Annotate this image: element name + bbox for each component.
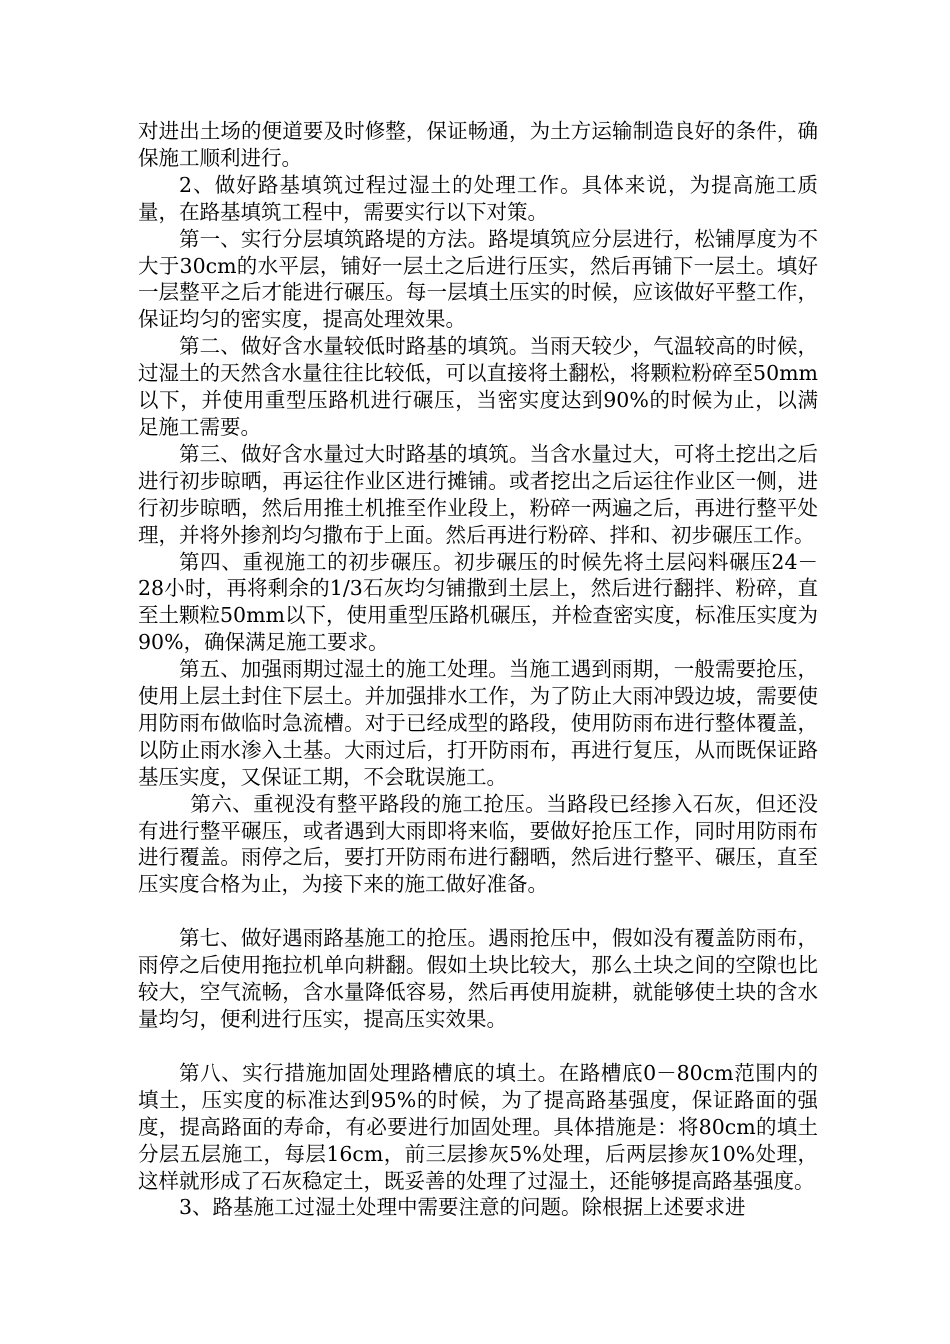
- paragraph-seventh: 第七、做好遇雨路基施工的抢压。遇雨抢压中，假如没有覆盖防雨布，雨停之后使用拖拉机单向耕翻。假如土块比较大，那么土块之间的空隙也比较大，空气流畅，含水量降低容易，然后再使用旋耕，就能够使土块的含水量均匀，便利进行压实，提高压实效果。: [138, 926, 818, 1031]
- paragraph-third: 第三、做好含水量过大时路基的填筑。当含水量过大，可将土挖出之后进行初步晾晒，再运往作业区进行摊铺。或者挖出之后运往作业区一侧，进行初步晾晒，然后用推土机推至作业段上，粉碎一两遍之后，再进行整平处理，并将外掺剂均匀撒布于上面。然后再进行粉碎、拌和、初步碾压工作。: [138, 441, 818, 547]
- paragraph-fourth: 第四、重视施工的初步碾压。初步碾压的时候先将土层闷料碾压24－28小时，再将剩余的1/3石灰均匀铺撒到土层上，然后进行翻拌、粉碎，直至土颗粒50mm以下，使用重型压路机碾压，并检查密实度，标准压实度为90%，确保满足施工要求。: [138, 549, 818, 655]
- paragraph-section-3: 3、路基施工过湿土处理中需要注意的问题。除根据上述要求进: [179, 1195, 746, 1220]
- paragraph-first: 第一、实行分层填筑路堤的方法。路堤填筑应分层进行，松铺厚度为不大于30cm的水平层，铺好一层土之后进行压实，然后再铺下一层土。填好一层整平之后才能进行碾压。每一层填土压实的时候，应该做好平整工作，保证均匀的密实度，提高处理效果。: [138, 226, 818, 332]
- paragraph-section-2: 2、做好路基填筑过程过湿土的处理工作。具体来说，为提高施工质量，在路基填筑工程中，需要实行以下对策。: [138, 172, 818, 224]
- paragraph-second: 第二、做好含水量较低时路基的填筑。当雨天较少，气温较高的时候，过湿土的天然含水量往往比较低，可以直接将土翻松，将颗粒粉碎至50mm以下，并使用重型压路机进行碾压，当密实度达到90%的时候为止，以满足施工需要。: [138, 334, 818, 439]
- paragraph-continuation: 对进出土场的便道要及时修整，保证畅通，为土方运输制造良好的条件，确保施工顺利进行。: [138, 119, 818, 170]
- document-body: [138, 118, 818, 1221]
- paragraph-fifth: 第五、加强雨期过湿土的施工处理。当施工遇到雨期，一般需要抢压，使用上层土封住下层土。并加强排水工作，为了防止大雨冲毁边坡，需要使用防雨布做临时急流槽。对于已经成型的路段，使用防雨布进行整体覆盖，以防止雨水渗入土基。大雨过后，打开防雨布，再进行复压，从而既保证路基压实度，又保证工期，不会耽误施工。: [138, 657, 818, 789]
- paragraph-eighth: 第八、实行措施加固处理路槽底的填土。在路槽底0－80cm范围内的填土，压实度的标准达到95%的时候，为了提高路基强度，保证路面的强度，提高路面的寿命，有必要进行加固处理。具体措施是：将80cm的填土分层五层施工，每层16cm，前三层掺灰5%处理，后两层掺灰10%处理，这样就形成了石灰稳定土，既妥善的处理了过湿土，还能够提高路基强度。: [138, 1060, 818, 1193]
- paragraph-sixth: 第六、重视没有整平路段的施工抢压。当路段已经掺入石灰，但还没有进行整平碾压，或者遇到大雨即将来临，要做好抢压工作，同时用防雨布进行覆盖。雨停之后，要打开防雨布进行翻晒，然后进行整平、碾压，直至压实度合格为止，为接下来的施工做好准备。: [138, 791, 818, 897]
